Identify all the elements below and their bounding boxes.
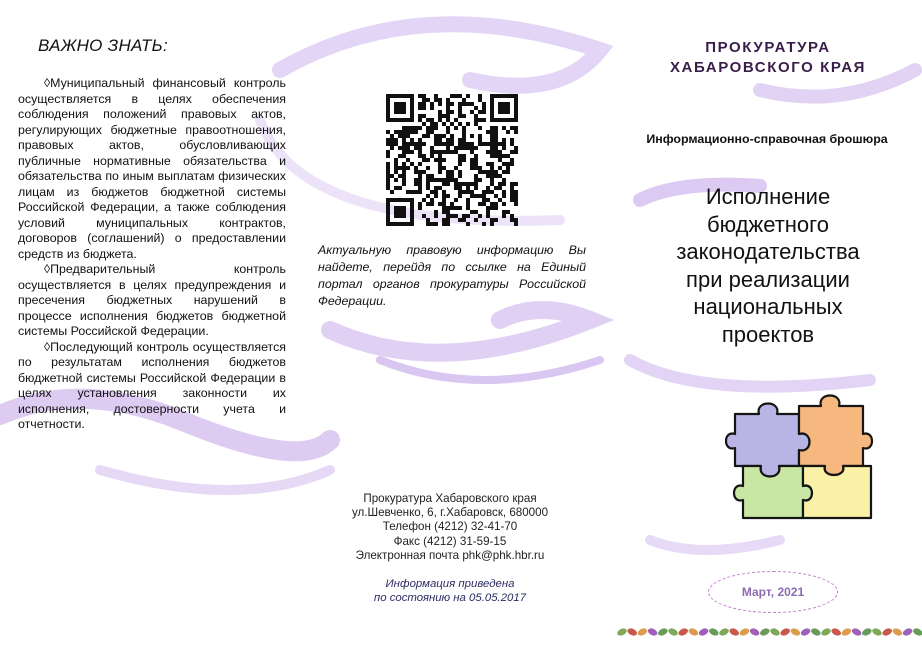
decorative-leaf-border	[617, 624, 922, 640]
bullet-diamond-icon: ◊	[44, 262, 51, 276]
puzzle-piece-yellow	[803, 466, 871, 518]
contact-fax: Факс (4212) 31-59-15	[393, 534, 507, 548]
puzzle-piece-orange	[799, 396, 872, 476]
contact-email: Электронная почта phk@phk.hbr.ru	[355, 548, 545, 562]
puzzle-pieces-icon	[725, 386, 875, 526]
contact-block	[320, 492, 580, 563]
date-badge	[708, 571, 838, 613]
paragraph-preliminary-control: ◊Предварительный контроль осуществляется в целях предупреждения и пресечения бюджетных нарушений в процессе исполнения бюджетов бюджетной системы Российской Федерации.	[18, 262, 286, 338]
organization-name: ПРОКУРАТУРА ХАБАРОВСКОГО КРАЯ	[669, 39, 867, 76]
left-panel	[18, 36, 286, 433]
info-date-note: Информация приведена по состоянию на 05.05.2017	[373, 578, 527, 604]
brochure-title: Исполнение бюджетного законодательства при реализации национальных проектов	[676, 184, 860, 347]
date-label: Март, 2021	[741, 585, 805, 599]
paragraph-subsequent-control: ◊Последующий контроль осуществляется по результатам исполнения бюджетов бюджетной системы Российской Федерации в целях установления законности их исполнения, достоверности учета и отчетности.	[18, 339, 286, 431]
paragraph-municipal-control: ◊Муниципальный финансовый контроль осуществляется в целях обеспечения соблюдения положений правовых актов, регулирующих бюджетные правоотношения, правовых актов, обусловливающих публичные нормативные обязательства и обязательства по иным выплатам физических лицам из бюджетов бюджетной системы Российской Федерации, а также соблюдения условий муниципальных контрактов, договоров (соглашений) о предоставлении средств из бюджета.	[18, 76, 286, 261]
bullet-diamond-icon: ◊	[44, 76, 51, 90]
important-heading: ВАЖНО ЗНАТЬ:	[38, 36, 169, 55]
contact-phone: Телефон (4212) 32-41-70	[382, 520, 518, 534]
contact-org: Прокуратура Хабаровского края	[363, 492, 537, 505]
contact-address: ул.Шевченко, 6, г.Хабаровск, 680000	[351, 506, 549, 520]
portal-info-text: Актуальную правовую информацию Вы найдете, перейдя по ссылке на Единый портал органов прокуратуры Российской Федерации.	[318, 243, 586, 308]
brochure-subtitle: Информационно-справочная брошюра	[646, 132, 888, 146]
qr-code-icon[interactable]	[386, 94, 518, 226]
bullet-diamond-icon: ◊	[44, 339, 51, 354]
